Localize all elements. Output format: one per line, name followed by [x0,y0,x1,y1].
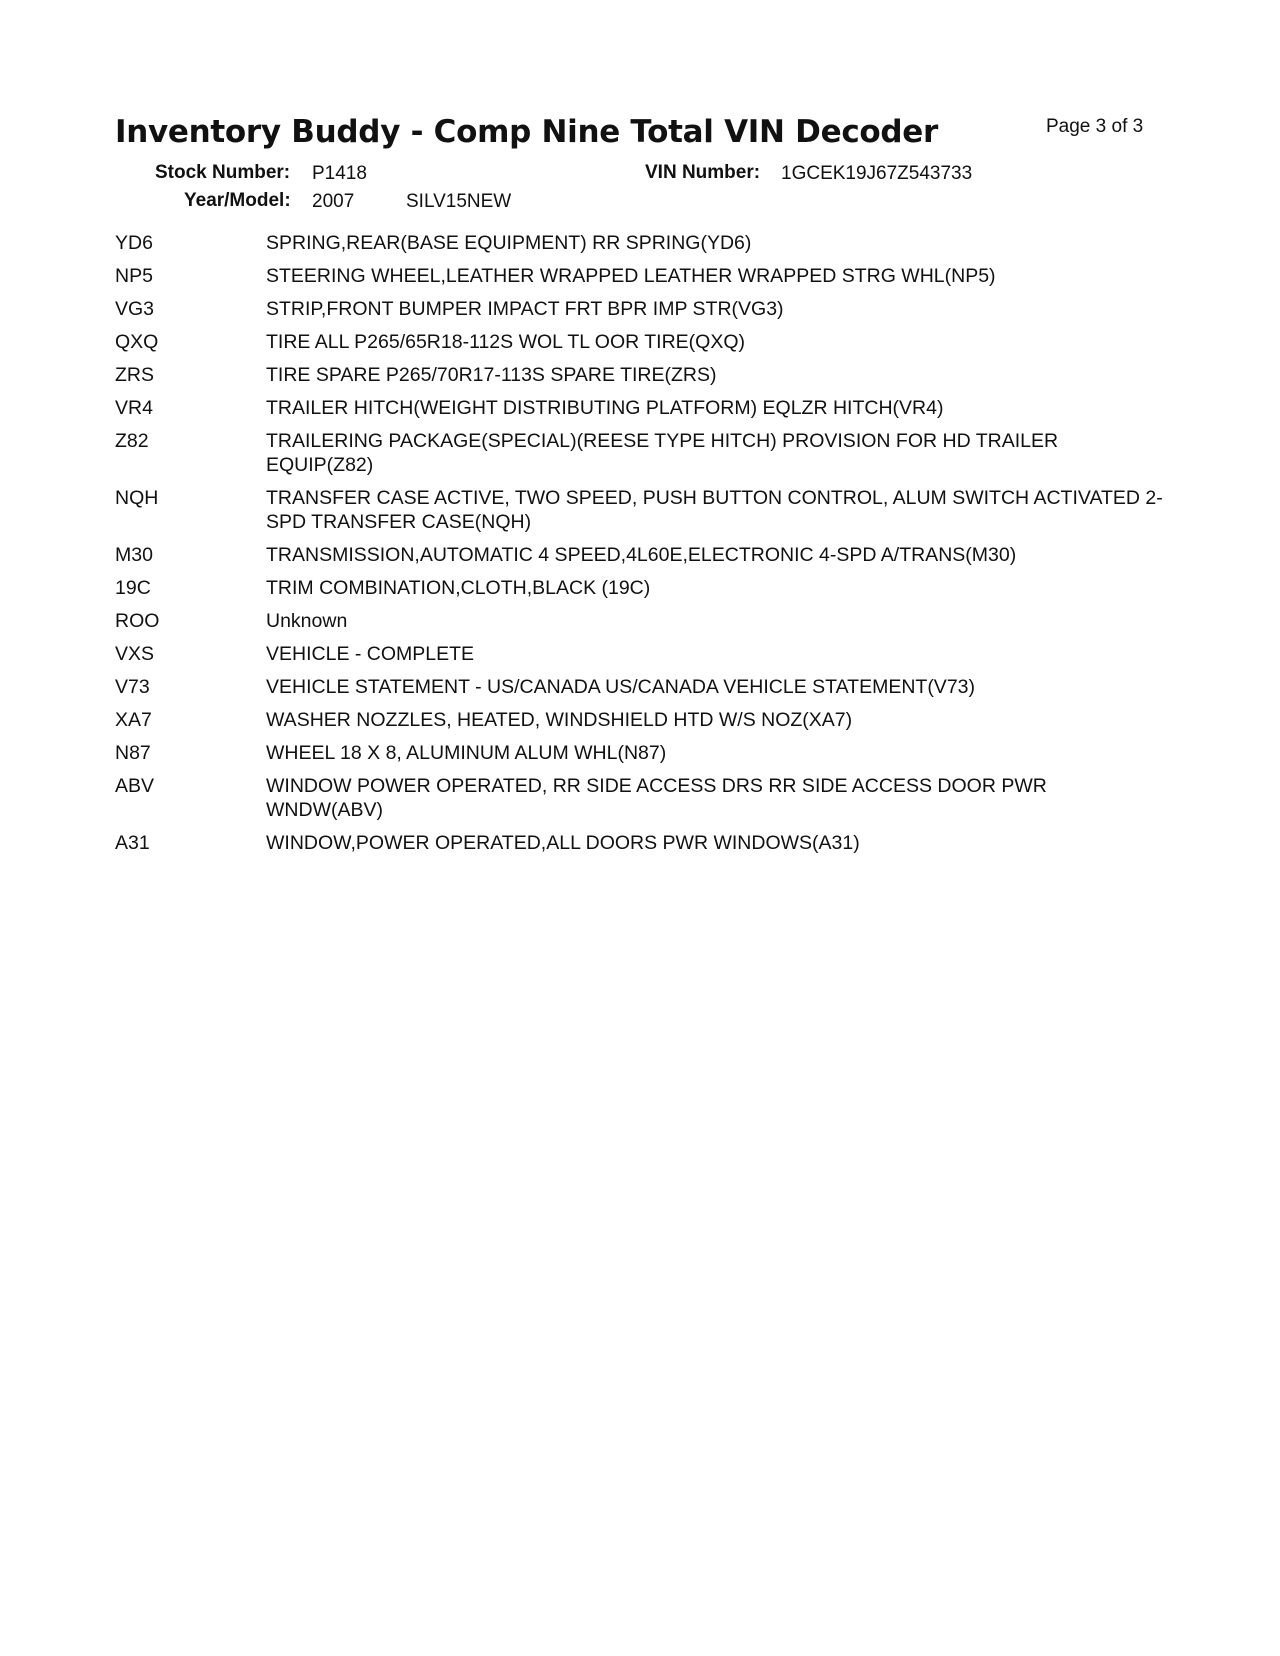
list-item [115,231,1165,255]
option-code: QXQ [115,331,159,353]
list-item [115,675,1165,699]
list-item [115,831,1165,855]
list-item [115,543,1165,567]
list-item [115,486,1165,534]
option-code: VR4 [115,397,153,419]
list-item [115,774,1165,822]
option-description: Unknown [266,610,348,632]
option-code: N87 [115,742,151,764]
list-item [115,609,1165,633]
option-code: VG3 [115,298,155,320]
option-code-list [115,231,1165,864]
option-code: NP5 [115,265,153,287]
option-code: M30 [115,544,153,566]
option-code: XA7 [115,709,152,731]
option-code: 19C [115,577,151,599]
stock-number-label: Stock Number: [155,162,291,183]
list-item [115,576,1165,600]
vin-number-value: 1GCEK19J67Z543733 [781,163,973,184]
option-description: WHEEL 18 X 8, ALUMINUM ALUM WHL(N87) [266,742,667,764]
option-description: TRAILERING PACKAGE(SPECIAL)(REESE TYPE HITCH) PROVISION FOR HD TRAILER EQUIP(Z82) [266,430,1059,476]
report-title: Inventory Buddy - Comp Nine Total VIN Decoder [115,114,939,150]
list-item [115,297,1165,321]
list-item [115,708,1165,732]
option-description: STEERING WHEEL,LEATHER WRAPPED LEATHER WRAPPED STRG WHL(NP5) [266,265,996,287]
list-item [115,642,1165,666]
option-description: VEHICLE STATEMENT - US/CANADA US/CANADA VEHICLE STATEMENT(V73) [266,676,975,698]
option-code: VXS [115,643,155,665]
option-code: Z82 [115,430,149,452]
option-description: WASHER NOZZLES, HEATED, WINDSHIELD HTD W/S NOZ(XA7) [266,709,853,731]
list-item [115,741,1165,765]
list-item [115,330,1165,354]
list-item [115,264,1165,288]
list-item [115,363,1165,387]
option-code: ZRS [115,364,154,386]
option-code: V73 [115,676,150,698]
option-description: VEHICLE - COMPLETE [266,643,475,665]
list-item [115,429,1165,477]
option-description: TRANSFER CASE ACTIVE, TWO SPEED, PUSH BUTTON CONTROL, ALUM SWITCH ACTIVATED 2-SPD TRANSFER CASE(NQH) [266,487,1163,533]
year-model-label: Year/Model: [184,190,291,211]
option-code: YD6 [115,232,153,254]
option-code: ROO [115,610,160,632]
model-value: SILV15NEW [406,191,512,212]
option-description: TIRE SPARE P265/70R17-113S SPARE TIRE(ZRS) [266,364,717,386]
option-description: TIRE ALL P265/65R18-112S WOL TL OOR TIRE(QXQ) [266,331,746,353]
vin-number-label: VIN Number: [645,162,761,183]
page-number: Page 3 of 3 [1046,116,1144,137]
option-description: TRANSMISSION,AUTOMATIC 4 SPEED,4L60E,ELECTRONIC 4-SPD A/TRANS(M30) [266,544,1017,566]
option-code: A31 [115,832,150,854]
stock-number-value: P1418 [312,163,367,184]
option-description: STRIP,FRONT BUMPER IMPACT FRT BPR IMP STR(VG3) [266,298,784,320]
option-description: SPRING,REAR(BASE EQUIPMENT) RR SPRING(YD6) [266,232,752,254]
option-code: NQH [115,487,159,509]
option-code: ABV [115,775,155,797]
option-description: TRIM COMBINATION,CLOTH,BLACK (19C) [266,577,651,599]
option-description: TRAILER HITCH(WEIGHT DISTRIBUTING PLATFORM) EQLZR HITCH(VR4) [266,397,944,419]
year-value: 2007 [312,191,355,212]
option-description: WINDOW POWER OPERATED, RR SIDE ACCESS DRS RR SIDE ACCESS DOOR PWR WNDW(ABV) [266,775,1047,821]
list-item [115,396,1165,420]
option-description: WINDOW,POWER OPERATED,ALL DOORS PWR WINDOWS(A31) [266,832,860,854]
